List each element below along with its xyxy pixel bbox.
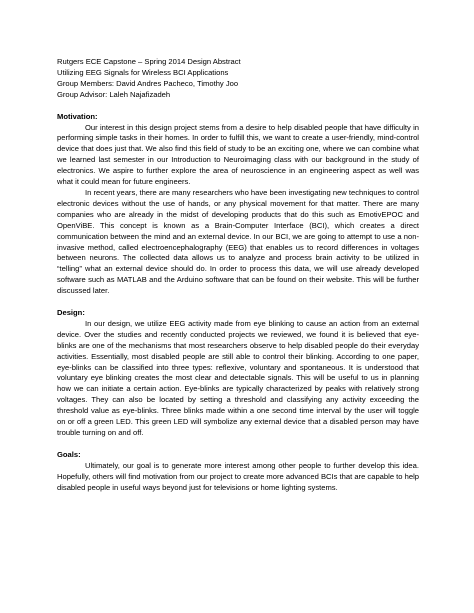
goals-paragraph-1: Ultimately, our goal is to generate more interest among other people to further develop this idea. Hopefully, others will find motivation from our project to create more advanced BCIs that are capable to help disabled people in useful ways beyond just for televisions or home lighting systems. <box>57 460 419 492</box>
document-content <box>57 57 419 494</box>
design-heading: Design: <box>57 308 85 318</box>
motivation-paragraph-2: In recent years, there are many researchers who have been investigating new techniques to control electronic devices without the use of hands, or any physical movement for that matter. There are many companies who are already in the midst of developing products that do this such as EmotivEPOC and OpenViBE. This concept is known as a Brain-Computer Interface (BCI), which creates a direct communication between the mind and an external device. In our BCI, we are going to attempt to use a non-invasive method, called electroencephalography (EEG) that enables us to record differences in voltages between neurons. The collected data allows us to analyze and process brain activity to be utilized in “telling” what an external device should do. In order to process this data, we will use already developed software such as MATLAB and the Arduino software that can be found on their website. This will be further discussed later. <box>57 187 419 296</box>
group-advisor: Group Advisor: Laleh Najafizadeh <box>57 89 171 99</box>
group-members: Group Members: David Andres Pacheco, Timothy Joo <box>57 78 239 88</box>
project-title: Utilizing EEG Signals for Wireless BCI Applications <box>57 67 229 77</box>
goals-section <box>57 450 419 494</box>
goals-heading: Goals: <box>57 449 81 459</box>
document-header <box>57 57 419 101</box>
design-paragraph-1: In our design, we utilize EEG activity made from eye blinking to cause an action from an external device. Over the studies and recently conducted projects we reviewed, we found it is believed that eye-blinks are one of the mechanisms that most researchers observe to help disabled people do their everyday activities. Essentially, most disabled people are still able to control their blinking. According to one paper, eye-blinks can be classified into three types: reflexive, voluntary and spontaneous. It is understood that voluntary eye blinking creates the most clear and detectable signals. This will be useful to us in planning how we can initiate a certain action. Eye-blinks are typically characterized by peaks with relatively strong voltages. They can also be located by setting a threshold and classifying any activity exceeding the threshold value as eye-blinks. Three blinks made within a one second time interval by the user will toggle on or off a green LED. This green LED will symbolize any external device that a disabled person may have trouble turning on and off. <box>57 318 419 437</box>
design-section <box>57 308 419 439</box>
motivation-section <box>57 112 419 297</box>
motivation-heading: Motivation: <box>57 111 98 121</box>
motivation-paragraph-1: Our interest in this design project stems from a desire to help disabled people that have difficulty in performing simple tasks in their homes. In order to fulfill this, we want to create a user-friendly, mind-control device that does just that. We also find this field of study to be an exciting one, where we can combine what we learned last semester in our Introduction to Neuroimaging class with our background in the study of electronics. We aspire to further explore the area of neuroscience in an engineering aspect as well was what it could mean for future engineers. <box>57 122 419 187</box>
course-title: Rutgers ECE Capstone – Spring 2014 Design Abstract <box>57 57 241 66</box>
